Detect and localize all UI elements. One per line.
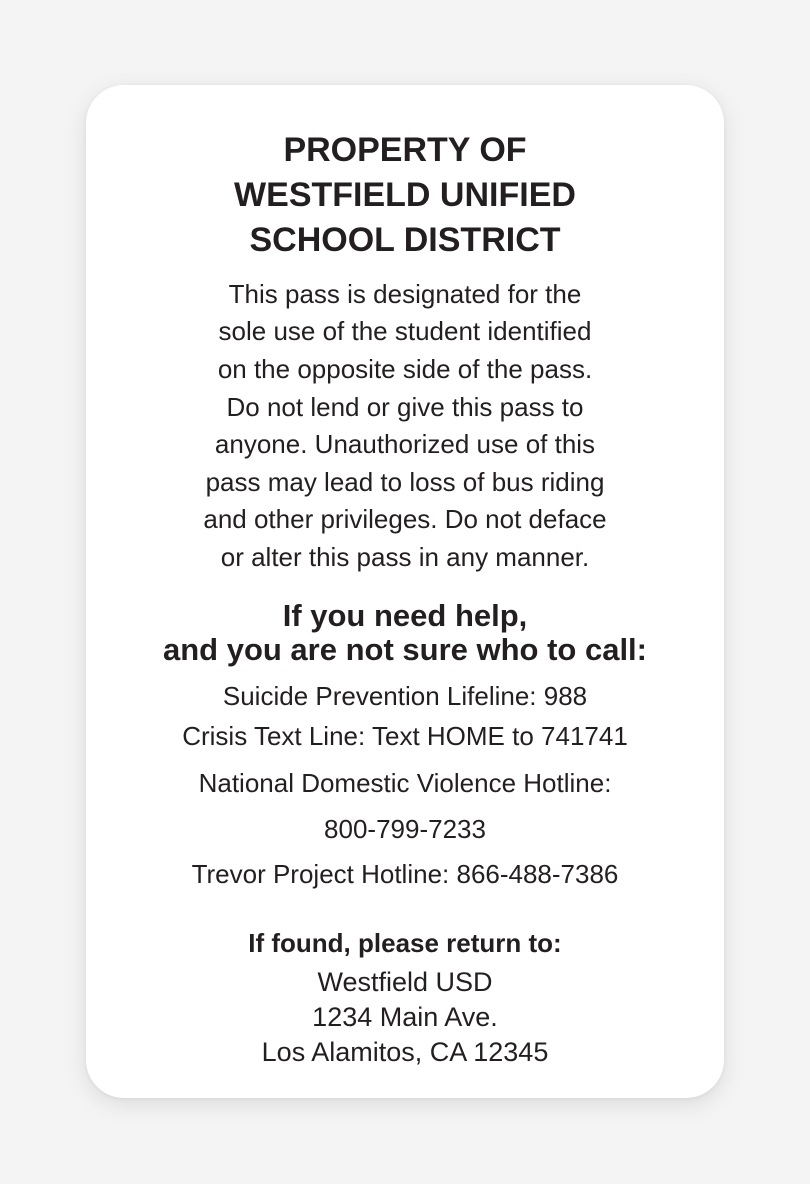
notice-line-8: or alter this pass in any manner.: [220, 542, 590, 572]
help-heading-line-2: and you are not sure who to call:: [162, 632, 647, 667]
return-heading: If found, please return to:: [248, 928, 562, 958]
hotline-trevor-project: Trevor Project Hotline: 866-488-7386: [191, 859, 619, 889]
notice-line-4: Do not lend or give this pass to: [226, 392, 584, 422]
title-line-2: WESTFIELD UNIFIED: [234, 176, 576, 214]
return-address-line-3: Los Alamitos, CA 12345: [261, 1037, 549, 1067]
title-line-3: SCHOOL DISTRICT: [249, 221, 561, 259]
return-address-line-1: Westfield USD: [317, 967, 493, 997]
notice-line-6: pass may lead to loss of bus riding: [205, 467, 605, 497]
notice-line-3: on the opposite side of the pass.: [217, 354, 593, 384]
bus-pass-card: [86, 85, 724, 1098]
hotline-domestic-violence: National Domestic Violence Hotline:: [198, 768, 612, 798]
notice-line-1: This pass is designated for the: [228, 279, 582, 309]
return-address-line-2: 1234 Main Ave.: [312, 1002, 498, 1032]
hotline-suicide-prevention: Suicide Prevention Lifeline: 988: [222, 681, 588, 711]
hotline-domestic-violence-number: 800-799-7233: [324, 814, 486, 844]
notice-line-7: and other privileges. Do not deface: [203, 504, 607, 534]
help-heading-line-1: If you need help,: [282, 598, 528, 633]
title-line-1: PROPERTY OF: [283, 131, 527, 169]
notice-line-2: sole use of the student identified: [218, 316, 592, 346]
notice-line-5: anyone. Unauthorized use of this: [214, 429, 596, 459]
hotline-crisis-text: Crisis Text Line: Text HOME to 741741: [182, 721, 628, 751]
